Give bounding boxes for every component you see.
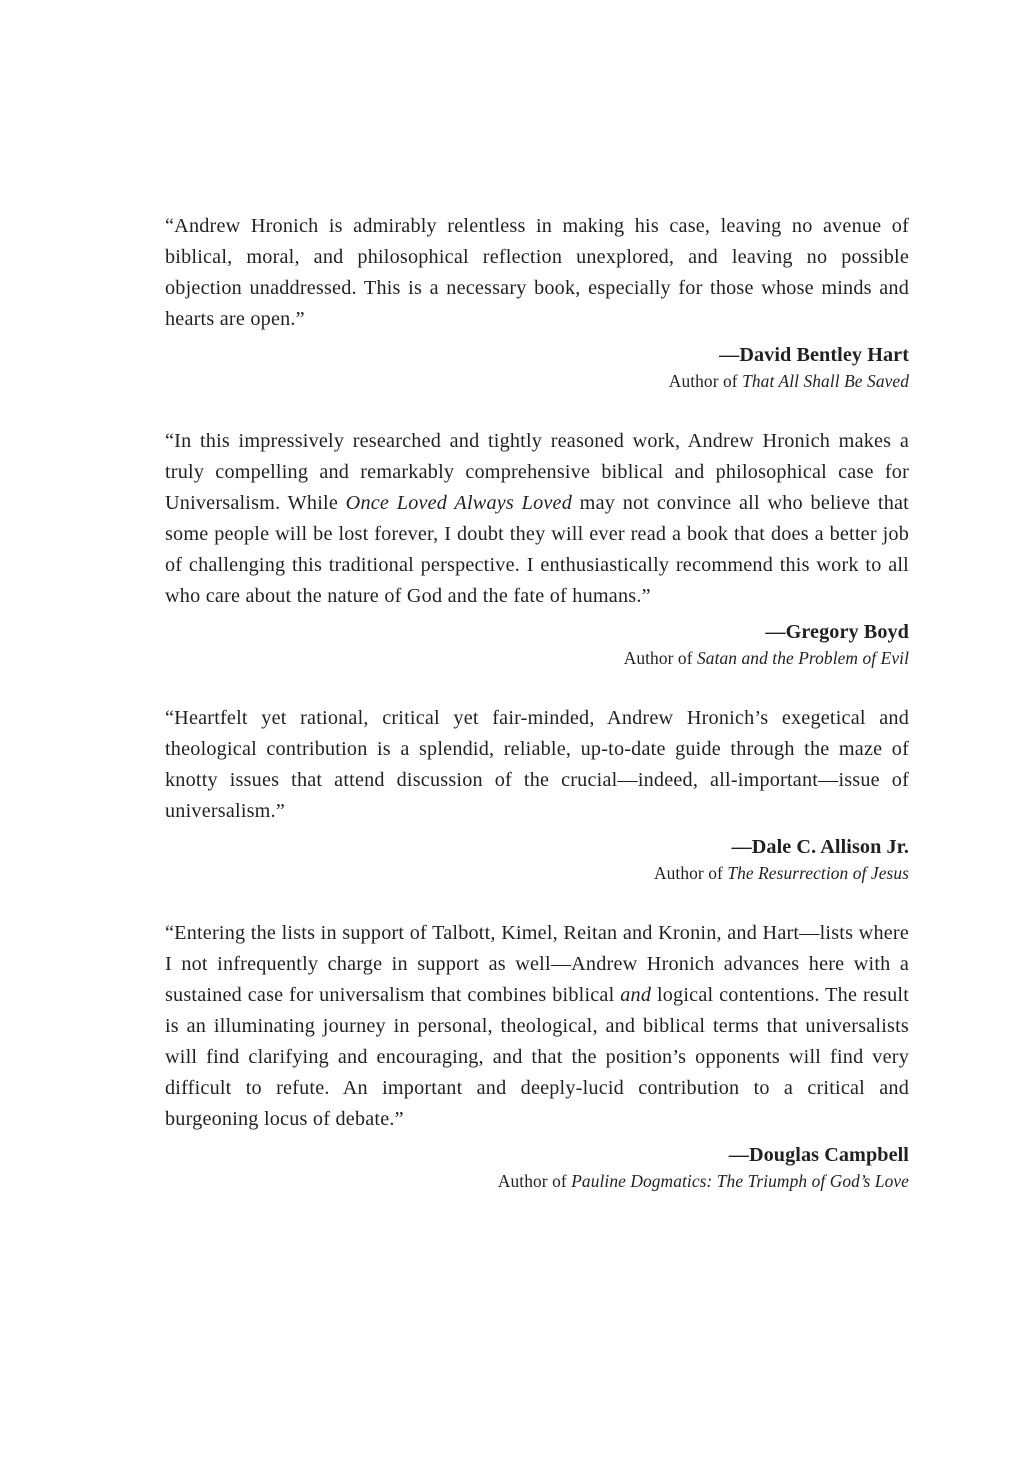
italic-title: That All Shall Be Saved — [742, 371, 909, 391]
blurb-attribution-work: Author of Satan and the Problem of Evil — [623, 648, 909, 668]
blurb-attribution — [165, 1141, 909, 1193]
italic-title: The Resurrection of Jesus — [727, 863, 909, 883]
blurb-attribution-work: Author of That All Shall Be Saved — [668, 371, 909, 391]
blurb-quote-text: “In this impressively researched and tightly reasoned work, Andrew Hronich makes a truly compelling and remarkably comprehensive biblical and philosophical case for Universalism. While Once Loved Always Loved may not convince all who believe that some people will be lost forever, I doubt they will ever read a book that does a better job of challenging this traditional perspective. I enthusiastically recommend this work to all who care about the nature of God and the fate of humans.” — [165, 430, 909, 607]
praise-blurb — [165, 426, 909, 670]
blurb-attribution — [165, 618, 909, 670]
praise-blurb — [165, 703, 909, 885]
praise-blurb — [165, 918, 909, 1193]
blurb-attribution — [165, 341, 909, 393]
praise-blurb-list — [165, 211, 909, 1193]
blurb-attribution-work: Author of The Resurrection of Jesus — [653, 863, 909, 883]
blurb-quote-text: “Entering the lists in support of Talbott, Kimel, Reitan and Kronin, and Hart—lists where I not infrequently charge in support as well—Andrew Hronich advances here with a sustained case for universalism that combines biblical and logical contentions. The result is an illuminating journey in personal, theological, and biblical terms that universalists will find clarifying and encouraging, and that the position’s opponents will find very difficult to refute. An important and deeply-lucid contribution to a critical and burgeoning locus of debate.” — [165, 922, 910, 1130]
italic-title: Satan and the Problem of Evil — [697, 648, 909, 668]
blurb-attribution-name: —Douglas Campbell — [728, 1144, 909, 1166]
blurb-attribution-name: —Gregory Boyd — [765, 621, 909, 643]
blurb-quote-text: “Heartfelt yet rational, critical yet fair-minded, Andrew Hronich’s exegetical and theological contribution is a splendid, reliable, up-to-date guide through the maze of knotty issues that attend discussion of the crucial—indeed, all-important—issue of universalism.” — [165, 707, 909, 822]
blurb-attribution-name: —David Bentley Hart — [719, 344, 909, 366]
italic-title: and — [620, 984, 652, 1006]
blurb-attribution-name: —Dale C. Allison Jr. — [731, 836, 909, 858]
italic-title: Once Loved Always Loved — [345, 492, 572, 514]
praise-blurb — [165, 211, 909, 393]
blurb-quote-text: “Andrew Hronich is admirably relentless in making his case, leaving no avenue of biblical, moral, and philosophical reflection unexplored, and leaving no possible objection unaddressed. This is a necessary book, especially for those whose minds and hearts are open.” — [165, 215, 909, 330]
blurb-attribution-work: Author of Pauline Dogmatics: The Triumph of God’s Love — [497, 1171, 909, 1191]
blurb-attribution — [165, 833, 909, 885]
italic-title: Pauline Dogmatics: The Triumph of God’s Love — [571, 1171, 909, 1191]
